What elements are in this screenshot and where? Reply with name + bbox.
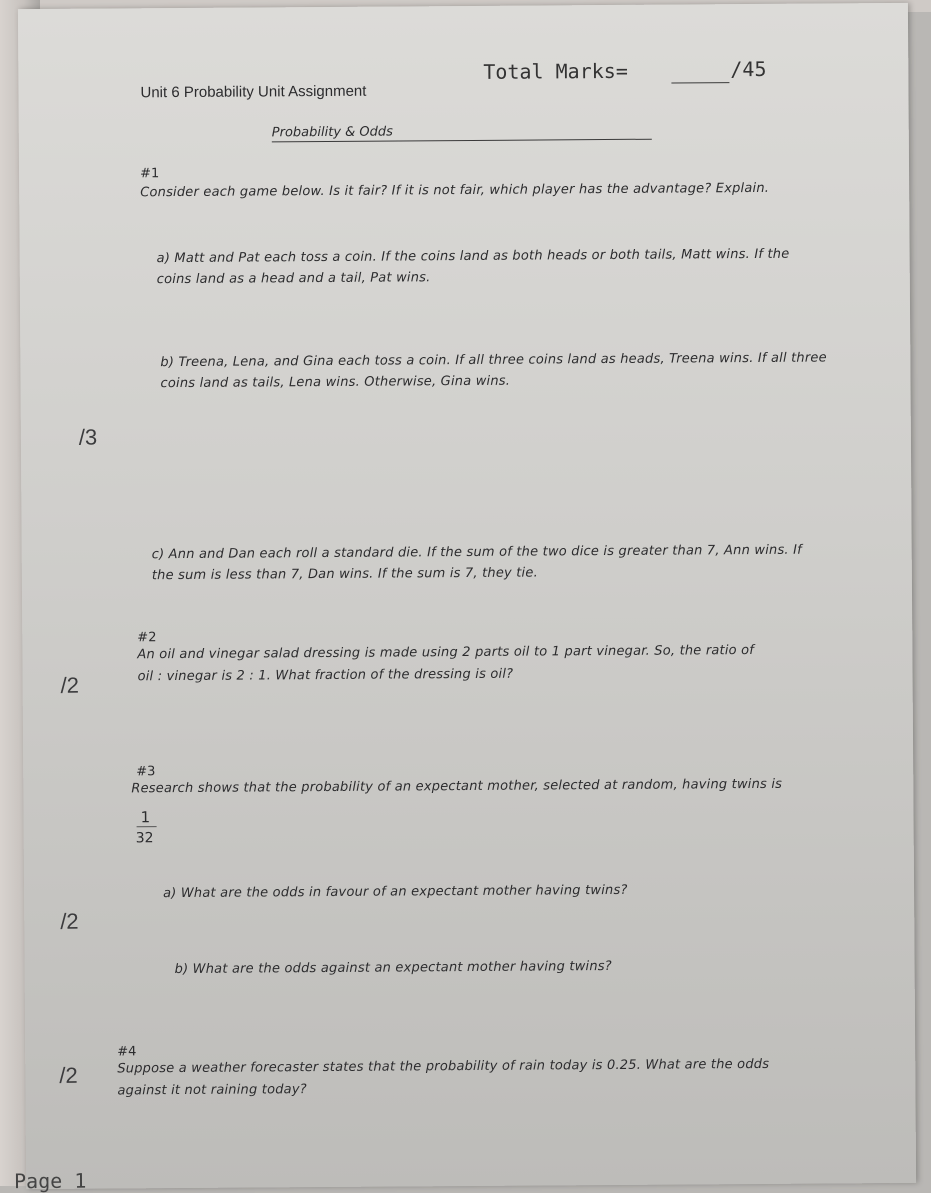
- question-3a: a) What are the odds in favour of an expectant mother having twins?: [163, 882, 628, 902]
- question-2-line2: oil : vinegar is 2 : 1. What fraction of the dressing is oil?: [137, 666, 514, 685]
- question-1b-line1: b) Treena, Lena, and Gina each toss a coin. If all three coins land as heads, Treena wins. If all three: [160, 350, 827, 371]
- total-marks-out-of: /45: [730, 56, 767, 82]
- question-2-marks: /2: [60, 672, 80, 698]
- probability-denominator: 32: [135, 830, 154, 847]
- question-1b-line2: coins land as tails, Lena wins. Otherwise, Gina wins.: [160, 373, 511, 392]
- question-4-line2: against it not raining today?: [117, 1082, 307, 1099]
- question-4-line1: Suppose a weather forecaster states that the probability of rain today is 0.25. What are the odds: [117, 1056, 770, 1077]
- question-3b: b) What are the odds against an expectant mother having twins?: [174, 958, 612, 978]
- assignment-sheet: [13, 3, 916, 1193]
- question-1-number: #1: [139, 166, 160, 182]
- assignment-title: Unit 6 Probability Unit Assignment: [140, 82, 367, 102]
- question-1-prompt: Consider each game below. Is it fair? If it is not fair, which player has the advantage? Explain.: [140, 180, 770, 201]
- question-3-line1: Research shows that the probability of an expectant mother, selected at random, having twins is: [131, 776, 783, 797]
- question-4-number: #4: [117, 1044, 137, 1060]
- question-3-number: #3: [136, 764, 156, 780]
- question-1a-line2: coins land as a head and a tail, Pat wins.: [156, 270, 431, 288]
- question-1c-line2: the sum is less than 7, Dan wins. If the sum is 7, they tie.: [151, 565, 538, 584]
- page-number: Page 1: [13, 1168, 87, 1193]
- probability-numerator: 1: [140, 808, 151, 827]
- total-marks-label: Total Marks=: [483, 58, 628, 84]
- question-4-marks: /2: [59, 1062, 78, 1088]
- question-1a-line1: a) Matt and Pat each toss a coin. If the coins land as both heads or both tails, Matt wins. If the: [156, 246, 790, 267]
- fraction-bar: [137, 826, 157, 827]
- question-1-marks: /3: [78, 424, 98, 450]
- section-title: Probability & Odds: [271, 124, 393, 141]
- question-1c-line1: c) Ann and Dan each roll a standard die. If the sum of the two dice is greater than 7, Ann wins. If: [151, 542, 802, 563]
- question-2-line1: An oil and vinegar salad dressing is made using 2 parts oil to 1 part vinegar. So, the ratio of: [137, 642, 755, 663]
- total-marks-blank: [671, 82, 729, 83]
- question-3-marks: /2: [60, 908, 79, 934]
- question-2-number: #2: [137, 630, 157, 646]
